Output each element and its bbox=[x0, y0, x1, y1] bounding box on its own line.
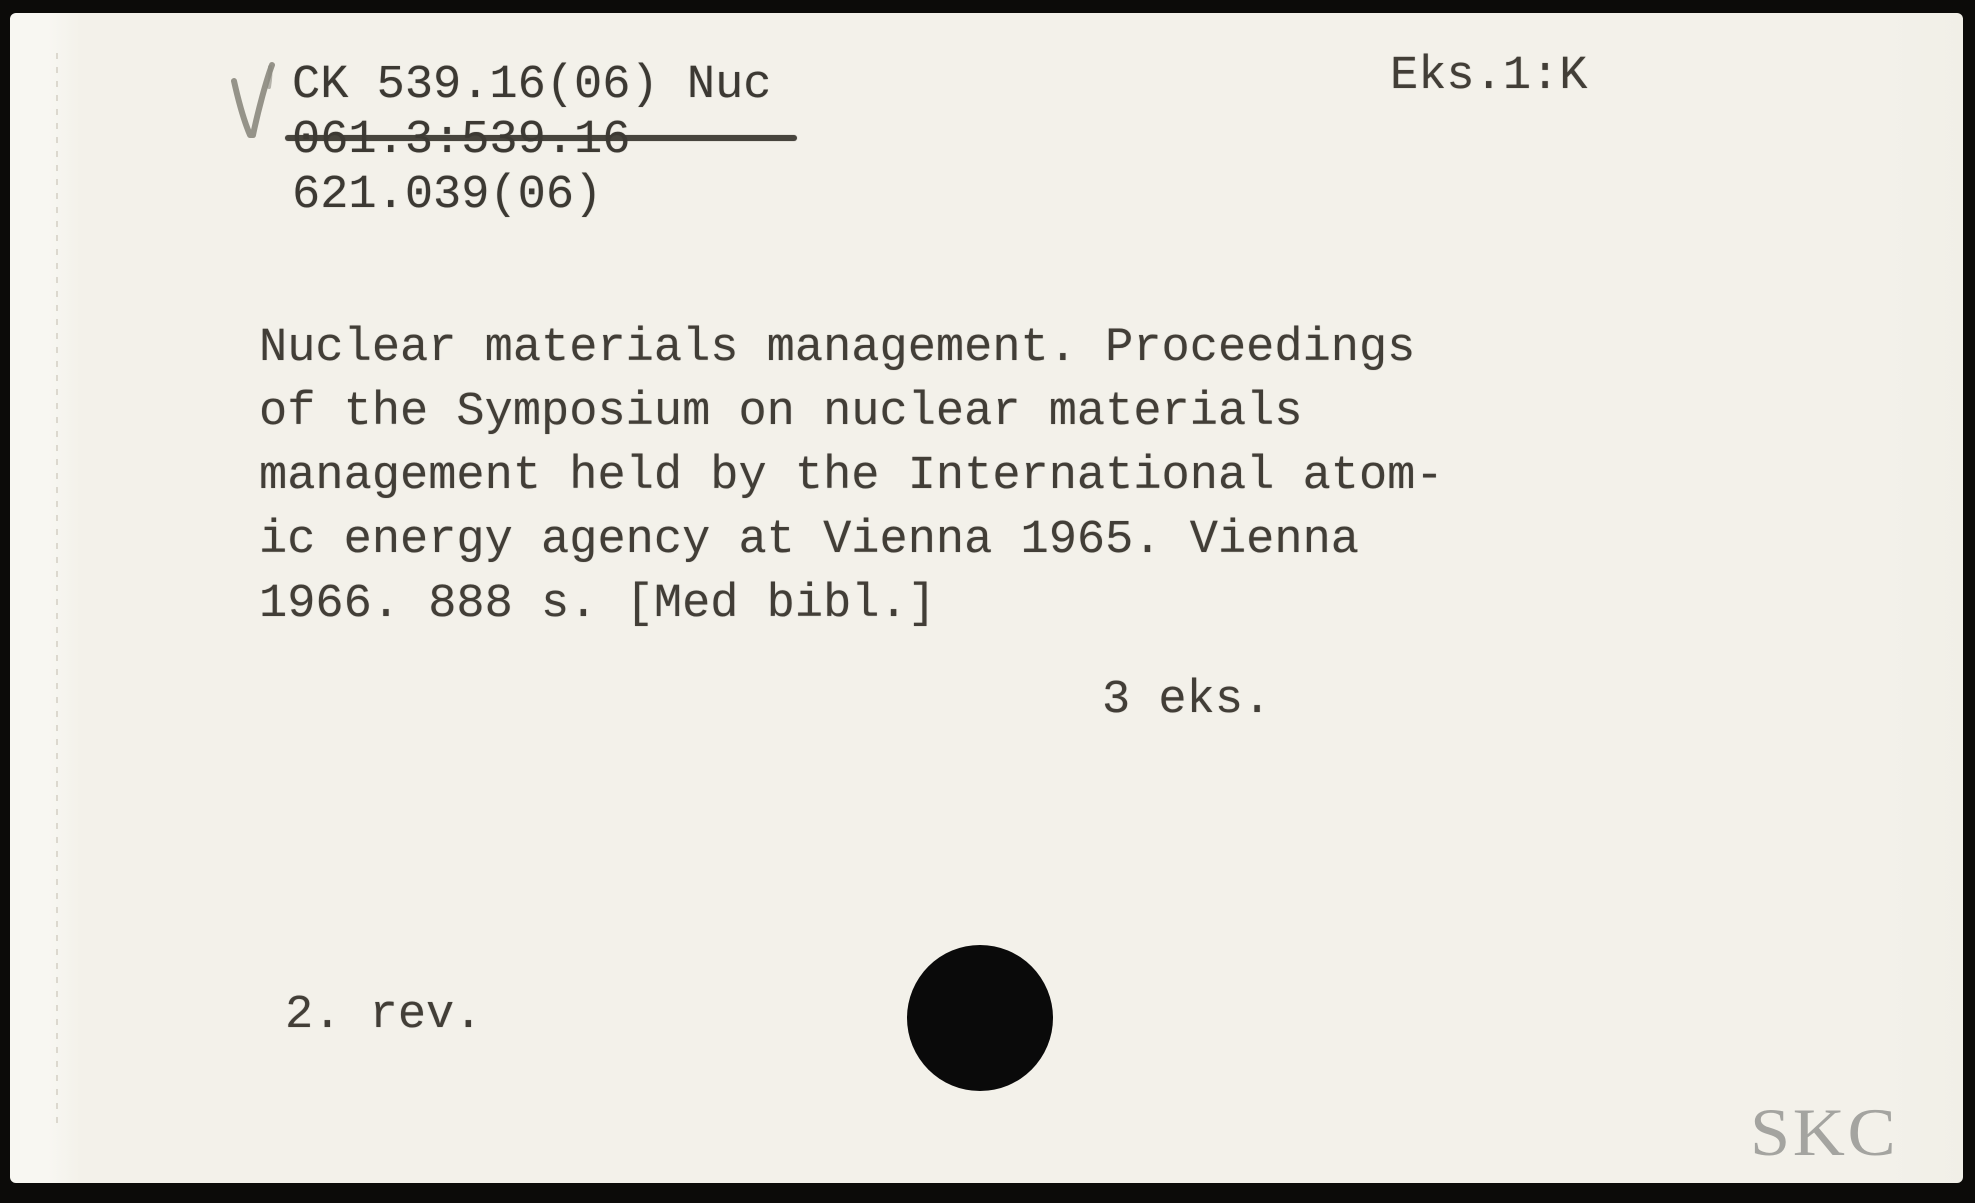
checkmark-icon bbox=[226, 59, 282, 151]
call-number-secondary: 061.3:539.16 bbox=[292, 114, 631, 167]
description-line: ic energy agency at Vienna 1965. Vienna bbox=[259, 514, 1359, 567]
description-line: of the Symposium on nuclear materials bbox=[259, 386, 1303, 439]
library-stamp: SKC bbox=[1750, 1095, 1899, 1171]
copies-note: 3 eks. bbox=[1102, 674, 1272, 727]
description-line: Nuclear materials management. Proceedings bbox=[259, 322, 1416, 375]
punch-hole bbox=[907, 945, 1053, 1091]
call-number-primary: CK 539.16(06) Nuc bbox=[292, 59, 772, 112]
call-number-tertiary: 621.039(06) bbox=[292, 169, 603, 222]
copy-reference: Eks.1:K bbox=[1390, 50, 1588, 103]
description-line: management held by the International atom- bbox=[259, 450, 1444, 503]
catalog-card bbox=[10, 13, 1963, 1183]
description-line: 1966. 888 s. [Med bibl.] bbox=[259, 578, 936, 631]
revision-note: 2. rev. bbox=[285, 989, 483, 1042]
